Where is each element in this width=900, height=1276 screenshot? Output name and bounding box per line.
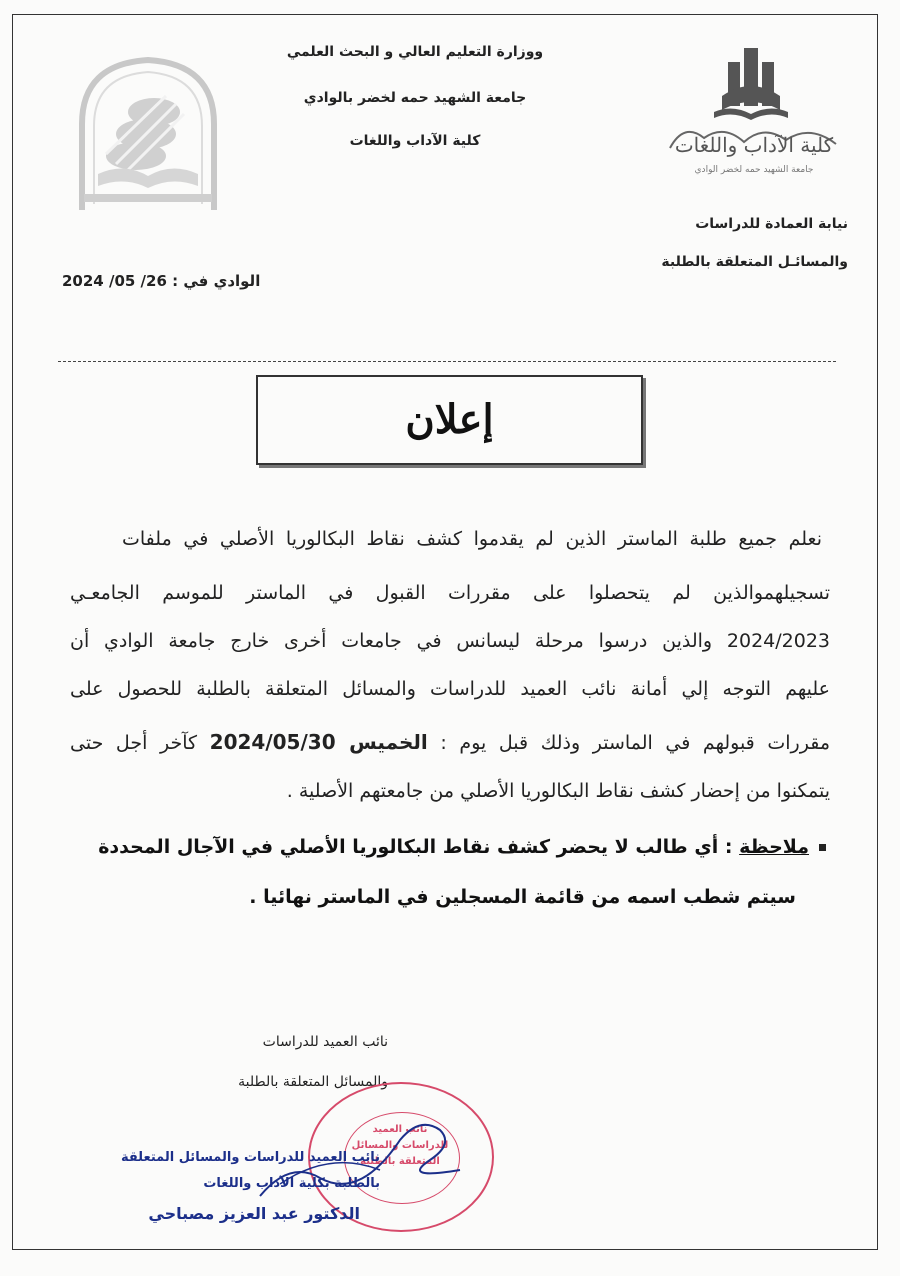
signature-title-2: والمسائل المتعلقة بالطلبة — [238, 1074, 388, 1090]
title-box — [256, 375, 643, 465]
faculty-logo-text: كلية الآداب واللغات — [674, 133, 834, 157]
stamp-line-2: للدراسات والمسائل — [351, 1140, 449, 1151]
faculty-logo-subtext: جامعة الشهيد حمه لخضر الوادي — [694, 165, 814, 175]
body-line-5-end: كآخر أجل حتى — [70, 732, 198, 754]
body-line-3: 2024/2023 والذين درسوا مرحلة ليسانس في جامعات أخرى خارج جامعة الوادي أن — [70, 630, 830, 652]
document-date: الوادي في : 26/ 05/ 2024 — [62, 272, 261, 290]
deadline-date: الخميس 2024/05/30 — [209, 730, 428, 754]
signatory-name: الدكتور عبد العزيز مصباحي — [148, 1204, 360, 1223]
note-line-1 — [66, 836, 826, 858]
faculty-logo — [664, 40, 844, 180]
signature-stamp-line-2: بالطلبة بكلية الآداب واللغات — [203, 1176, 380, 1191]
university-logo — [76, 54, 220, 214]
header-divider — [58, 361, 836, 362]
university-name: جامعة الشهيد حمه لخضر بالوادي — [303, 90, 527, 106]
note-text-1: : أي طالب لا يحضر كشف نقاط البكالوريا الأصلي في الآجال المحددة — [98, 836, 733, 858]
signature-title-1: نائب العميد للدراسات — [262, 1034, 388, 1050]
faculty-name: كلية الآداب واللغات — [349, 133, 481, 149]
department-line-1: نيابة العمادة للدراسات — [695, 216, 848, 232]
note-label: ملاحظة — [739, 836, 809, 858]
stamp-line-3: المتعلقة بالطلبة — [360, 1156, 440, 1167]
announcement-title: إعلان — [405, 396, 494, 443]
department-line-2: والمسائـل المتعلقة بالطلبة — [661, 254, 848, 270]
note-line-2: سيتم شطب اسمه من قائمة المسجلين في الماستر نهائيا . — [249, 886, 796, 908]
body-line-2: تسجيلهموالذين لم يتحصلوا على مقررات القبول في الماستر للموسم الجامعـي — [70, 582, 830, 604]
body-line-5 — [70, 730, 830, 754]
body-line-1: نعلم جميع طلبة الماستر الذين لم يقدموا كشف نقاط البكالوريا الأصلي في ملفات — [122, 528, 822, 550]
bullet-icon — [819, 844, 826, 851]
body-line-6: يتمكنوا من إحضار كشف نقاط البكالوريا الأصلي من جامعتهم الأصلية . — [286, 780, 830, 802]
body-line-4: عليهم التوجه إلي أمانة نائب العميد للدراسات والمسائل المتعلقة بالطلبة للحصول على — [70, 678, 830, 700]
signature-stamp-line-1: نائب العميد للدراسات والمسائل المتعلقة — [120, 1150, 380, 1165]
stamp-line-1: نائب العميد — [372, 1124, 428, 1135]
ministry-name: ووزارة التعليم العالي و البحث العلمي — [286, 44, 544, 60]
body-line-5-start: مقررات قبولهم في الماستر وذلك قبل يوم : — [440, 732, 830, 754]
